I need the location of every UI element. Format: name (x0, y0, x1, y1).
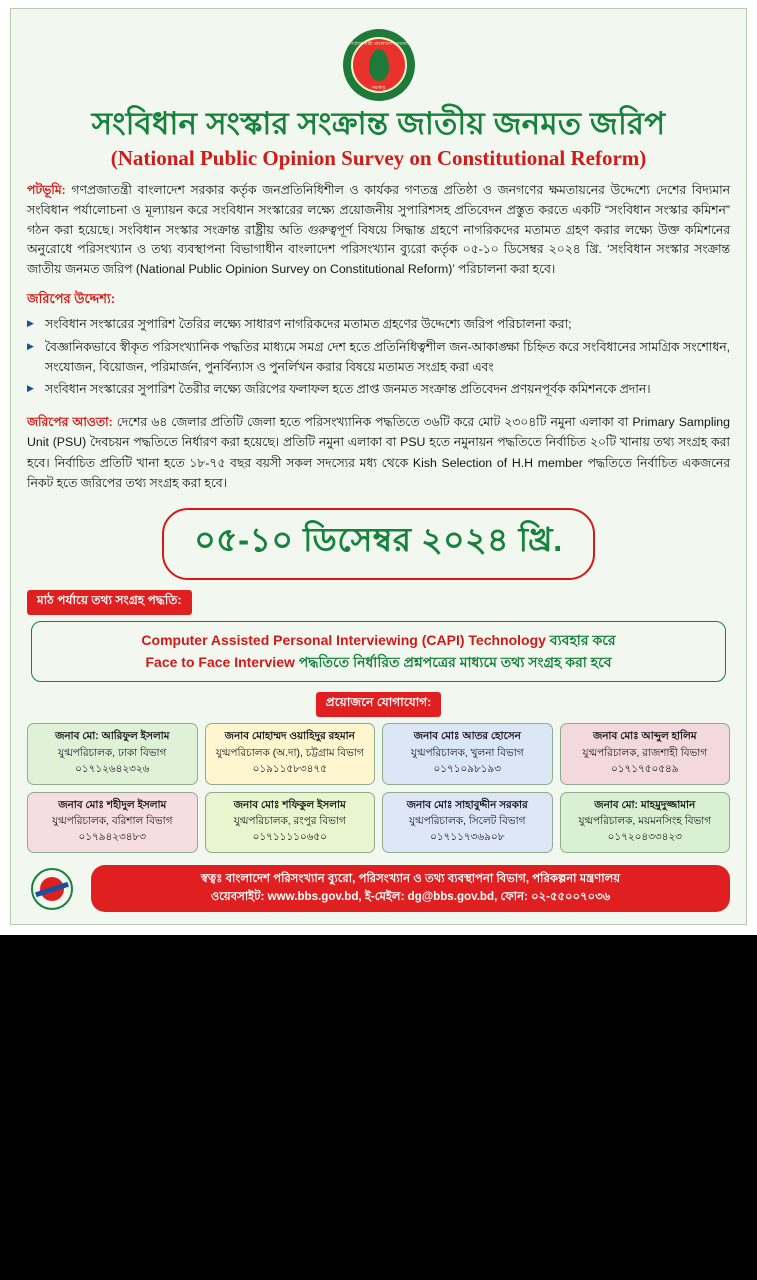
contact-phone[interactable]: ০১৭২০৪৩৩৪২৩ (607, 832, 682, 843)
emblem-bottom-text: সরকার (371, 85, 386, 91)
emblem-row (27, 29, 730, 101)
contact-designation: যুগ্মপরিচালক, খুলনা বিভাগ (410, 747, 524, 759)
page-title-bn: সংবিধান সংস্কার সংক্রান্ত জাতীয় জনমত জরিপ (91, 106, 666, 141)
black-background-area (0, 935, 757, 1265)
date-banner-row (27, 508, 730, 580)
footer (27, 865, 730, 912)
capi-method-box (31, 621, 726, 683)
contact-name: জনাব মোঃ শহীদুল ইসলাম (58, 799, 167, 811)
contact-name: জনাব মো: মাহমুদুজ্জামান (594, 799, 696, 811)
contact-card (27, 723, 198, 784)
contact-card (560, 723, 731, 784)
background-text: গণপ্রজাতন্ত্রী বাংলাদেশ সরকার কর্তৃক জনপ্রতিনিধিশীল ও কার্যকর গণতন্ত্র প্রতিষ্ঠা ও জনগণের ক্ষমতায়নের উদ্দেশ্যে দেশের বিদ্যমান সংবিধান পর্যালোচনা ও মূল্যায়ন করে সংবিধান সংস্কারের লক্ষ্যে প্রয়োজনীয় সুপারিশসহ প্রতিবেদন প্রস্তুত করতে একটি “সংবিধান সংস্কার কমিশন” গঠন করা হয়েছে। সংবিধান সংস্কার সংক্রান্ত রাষ্ট্রীয় অতি গুরুত্বপূর্ণ বিষয়ে সিদ্ধান্ত গ্রহণে নাগরিকদের মতামত গ্রহণ করার লক্ষ্যে উক্ত কমিশনের অনুরোধে পরিসংখ্যান ও তথ্য ব্যবস্থাপনা বিভাগাধীন বাংলাদেশ পরিসংখ্যান ব্যুরো কর্তৃক ০৫-১০ ডিসেম্বর ২০২৪ খ্রি. ‘সংবিধান সংস্কার সংক্রান্ত জাতীয় জনমত জরিপ (National Public Opinion Survey on Constitutional Reform)’ পরিচালনা করা হবে। (27, 182, 730, 277)
survey-date-banner (162, 508, 595, 580)
contact-card (205, 792, 376, 853)
contact-designation: যুগ্মপরিচালক, ময়মনসিংহ বিভাগ (578, 815, 712, 827)
background-label: পটভূমি: (27, 182, 66, 197)
list-item: ▶ বৈজ্ঞানিকভাবে স্বীকৃত পরিসংখ্যানিক পদ্ধতির মাধ্যমে সমগ্র দেশ হতে প্রতিনিধিত্বশীল জন-আকাঙ্ক্ষা চিহ্নিত করে সংবিধানের সামগ্রিক সংশোধন, সংযোজন, বিয়োজন, পরিমার্জন, পুনর্বিন্যাস ও পুনর্লিখন করার বিষয়ে মতামত সংগ্রহ করা এবং (27, 338, 730, 377)
footer-band (91, 865, 730, 912)
capi-line-1 (44, 629, 713, 651)
objectives-list (27, 315, 730, 400)
contact-card (382, 723, 553, 784)
contact-designation: যুগ্মপরিচালক (অ.দা), চট্টগ্রাম বিভাগ (215, 747, 364, 759)
contact-phone[interactable]: ০১৭১১৭৩৬৯০৮ (430, 832, 505, 843)
contact-tag-row (27, 692, 730, 717)
scope-text: দেশের ৬৪ জেলার প্রতিটি জেলা হতে পরিসংখ্যানিক পদ্ধতিতে ৩৬টি করে মোট ২৩০৪টি নমুনা এলাকা বা Primary Sampling Unit (PSU) দৈবচয়ন পদ্ধতিতে নির্ধারণ করা হয়েছে। প্রতিটি নমুনা এলাকা বা PSU হতে নমুনায়ন পদ্ধতিতে নির্বাচিত ২০টি খানায় তথ্য সংগ্রহ করা হবে। নির্বাচিত প্রতিটি খানা হতে ১৮-৭৫ বছর বয়সী সকল সদস্যের মধ্য থেকে Kish Selection of H.H member পদ্ধতিতে নির্বাচিত একজনের নিকট হতে জরিপের তথ্য সংগ্রহ করা হবে। (27, 414, 730, 491)
contact-phone[interactable]: ০১৭১১১১০৬৫০ (252, 832, 327, 843)
capi-line-2-en: Face to Face Interview (145, 653, 295, 670)
contact-card (382, 792, 553, 853)
contact-phone[interactable]: ০১৭১০৯৮১৯৩ (433, 763, 501, 775)
scope-paragraph (27, 412, 730, 494)
contacts-grid (27, 723, 730, 853)
contact-name: জনাব মোঃ শফিকুল ইসলাম (233, 799, 346, 811)
contact-designation: যুগ্মপরিচালক, রাজশাহী বিভাগ (582, 747, 708, 759)
contact-phone[interactable]: ০১৭১২৬৪২৩২৬ (75, 763, 150, 775)
bangladesh-govt-emblem-icon (343, 29, 415, 101)
contact-phone[interactable]: ০১৯১১৫৮৩৪৭৫ (252, 763, 327, 775)
footer-line-2[interactable]: ওয়েবসাইট: www.bbs.gov.bd, ই-মেইল: dg@bbs.gov.bd, ফোন: ০২-৫৫০০৭০৩৬ (210, 890, 611, 904)
capi-line-2 (44, 651, 713, 673)
contact-tag: প্রয়োজনে যোগাযোগ: (316, 692, 442, 717)
contact-designation: যুগ্মপরিচালক, ঢাকা বিভাগ (58, 747, 167, 759)
contact-designation: যুগ্মপরিচালক, সিলেট বিভাগ (409, 815, 526, 827)
scope-label: জরিপের আওতা: (27, 414, 113, 429)
survey-date-text: ০৫-১০ ডিসেম্বর ২০২৪ খ্রি. (194, 520, 563, 558)
capi-line-1-en: Computer Assisted Personal Interviewing (CAPI) Technology (141, 631, 546, 648)
emblem-top-text: গণপ্রজাতন্ত্রী বাংলাদেশ সরকার (346, 41, 411, 47)
poster-body (10, 8, 747, 925)
contact-name: জনাব মোঃ সাহাবুদ্দীন সরকার (406, 799, 528, 811)
contact-designation: যুগ্মপরিচালক, রংপুর বিভাগ (233, 815, 346, 827)
contact-phone[interactable]: ০১৭৯৪২৩৪৮৩ (78, 832, 146, 843)
list-item: ▶ সংবিধান সংস্কারের সুপারিশ তৈরির লক্ষ্যে সাধারণ নাগরিকদের মতামত গ্রহণের উদ্দেশ্যে জরিপ পরিচালনা করা; (27, 315, 730, 335)
footer-line-1: স্বত্বঃ বাংলাদেশ পরিসংখ্যান ব্যুরো, পরিসংখ্যান ও তথ্য ব্যবস্থাপনা বিভাগ, পরিকল্পনা মন্ত্রণালয় (200, 872, 621, 886)
contact-card (27, 792, 198, 853)
contact-name: জনাব মোঃ আতর হোসেন (413, 731, 521, 743)
background-paragraph (27, 181, 730, 281)
contact-card (560, 792, 731, 853)
capi-line-1-bn: ব্যবহার করে (545, 631, 616, 648)
field-method-tag: মাঠ পর্যায়ে তথ্য সংগ্রহ পদ্ধতি: (27, 590, 192, 615)
page-title-en: (National Public Opinion Survey on Constitutional Reform) (110, 145, 647, 170)
contact-name: জনাব মোঃ আব্দুল হালিম (592, 731, 697, 743)
contact-designation: যুগ্মপরিচালক, বরিশাল বিভাগ (52, 815, 173, 827)
contact-name: জনাব মো: আরিফুল ইসলাম (55, 731, 170, 743)
contact-name: জনাব মোহাম্মদ ওয়াহিদুর রহমান (224, 731, 355, 743)
list-item: ▶ সংবিধান সংস্কারের সুপারিশ তৈরীর লক্ষ্যে জরিপের ফলাফল হতে প্রাপ্ত জনমত সংক্রান্ত প্রতিবেদন প্রণয়নপূর্বক কমিশনকে প্রদান। (27, 380, 730, 400)
objectives-heading: জরিপের উদ্দেশ্য: (27, 291, 116, 307)
field-method-tag-row (27, 590, 730, 615)
contact-phone[interactable]: ০১৭১৭৫০৫৪৯ (611, 763, 679, 775)
capi-line-2-bn: পদ্ধতিতে নির্ধারিত প্রশ্নপত্রের মাধ্যমে তথ্য সংগ্রহ করা হবে (294, 653, 612, 670)
contact-card (205, 723, 376, 784)
bbs-logo-icon (27, 866, 81, 912)
